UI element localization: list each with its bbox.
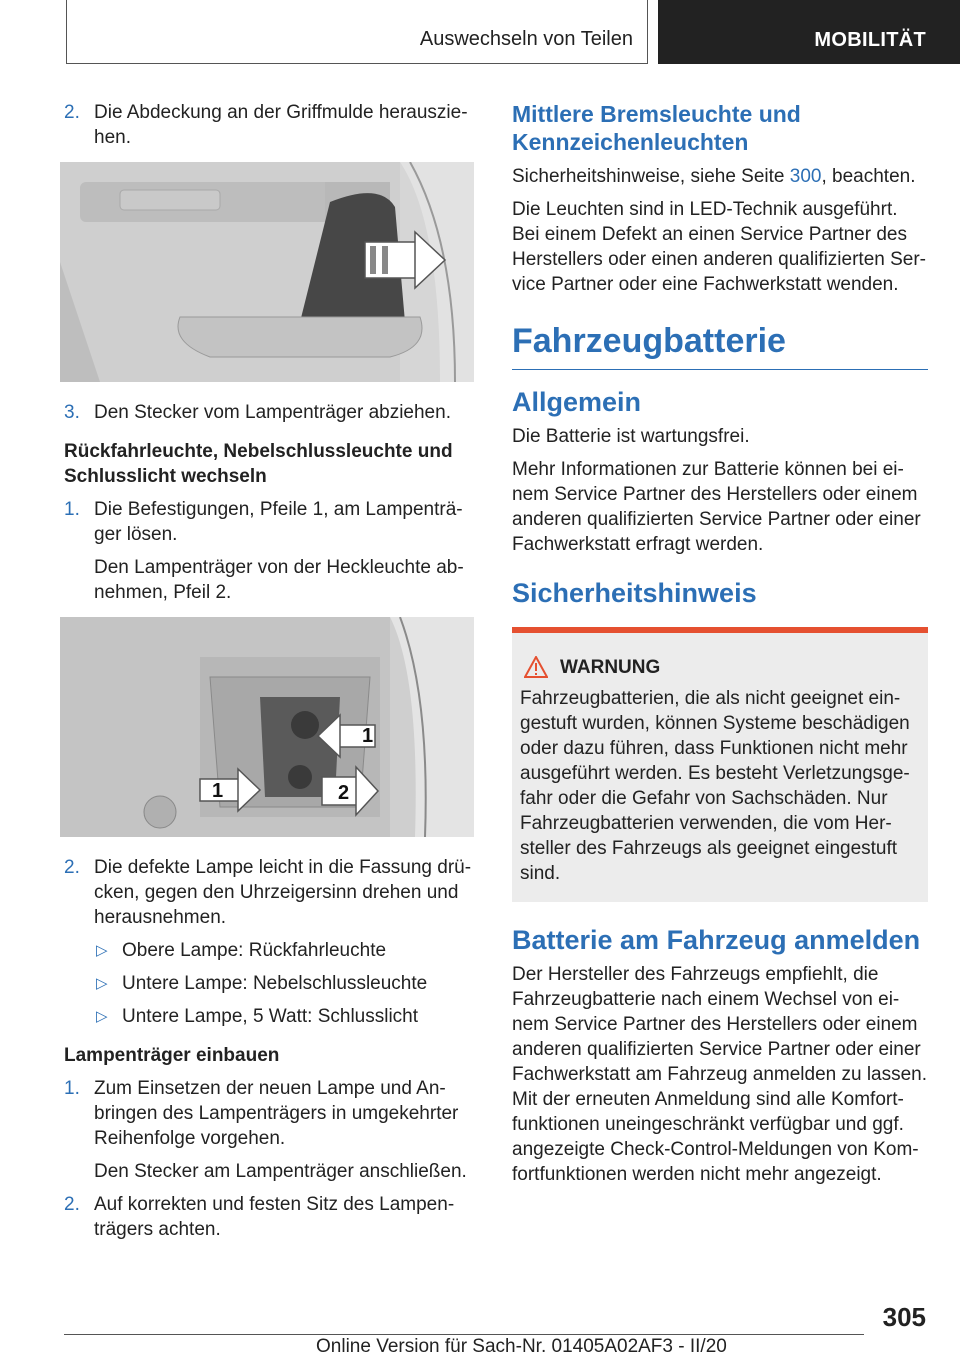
- footer-divider: [64, 1334, 864, 1335]
- section-heading-battery: Fahrzeugbatterie: [512, 321, 928, 370]
- figure-handle-cover: [60, 162, 474, 382]
- step-item: [64, 855, 478, 930]
- heading-safety: Sicherheitshinweis: [512, 578, 757, 608]
- heading-general: Allgemein: [512, 387, 642, 417]
- chapter-tab: [658, 0, 960, 64]
- step-text: Auf korrekten und festen Sitz des Lampen-trägers achten.: [94, 1194, 455, 1240]
- section-title: Auswechseln von Teilen: [419, 28, 633, 50]
- footer-online-version: Online Version für Sach-Nr. 01405A02AF3 - II/20: [316, 1336, 727, 1357]
- step-text: Die Befestigungen, Pfeile 1, am Lampenträ-ger lösen.: [94, 499, 463, 545]
- arrow-label: 1: [362, 725, 374, 747]
- warning-title: [520, 655, 918, 680]
- step-item: [64, 1192, 478, 1242]
- bullet-item: [64, 971, 478, 996]
- triangle-bullet-icon: ▷: [96, 975, 108, 992]
- triangle-bullet-icon: ▷: [96, 942, 108, 959]
- figure-lamp-carrier: [60, 617, 474, 837]
- step-continuation: Den Stecker am Lampenträger anschließen.: [94, 1161, 467, 1182]
- subheading-install: Lampenträger einbauen: [64, 1045, 280, 1066]
- arrow-label: 1: [212, 780, 224, 802]
- general-paragraph-2: Mehr Informationen zur Batterie können bei ei-nem Service Partner des Herstellers oder einem anderen qualifizierten Service Partner oder einer Fachwerkstatt erfragt werden.: [512, 459, 921, 555]
- step-number: 1.: [64, 1078, 80, 1099]
- lamp-carrier-illustration: [60, 617, 474, 837]
- step-number: 3.: [64, 402, 80, 423]
- safety-ref-text: Sicherheitshinweise, siehe Seite: [512, 166, 790, 187]
- step-text: Die defekte Lampe leicht in die Fassung drü-cken, gegen den Uhrzeigersinn drehen und herausnehmen.: [94, 857, 472, 928]
- left-column: [64, 100, 478, 1250]
- bullet-item: [64, 1004, 478, 1029]
- step-number: 2.: [64, 102, 80, 123]
- handle-cover-illustration: [60, 162, 474, 382]
- subheading-replace: Rückfahrleuchte, Nebelschlussleuchte und Schlusslicht wechseln: [64, 441, 453, 487]
- register-paragraph: Der Hersteller des Fahrzeugs empfiehlt, die Fahrzeugbatterie nach einem Wechsel von ei-nem Service Partner des Herstellers oder einem anderen qualifizierten Service Partner oder einer Fachwerkstatt am Fahrzeug anmelden zu lassen. Mit der erneuten Anmeldung sind alle Komfort-funktionen uneingeschränkt verfügbar und ggf. angezeigte Check-Control-Meldungen von Kom-fortfunktionen werden nicht mehr angezeigt.: [512, 964, 928, 1185]
- step-number: 1.: [64, 499, 80, 520]
- right-column: [512, 100, 928, 1195]
- warning-box: [512, 627, 928, 902]
- heading-register-battery: Batterie am Fahrzeug anmelden: [512, 925, 921, 955]
- section-title-box: [66, 0, 648, 64]
- general-paragraph-1: Die Batterie ist wartungsfrei.: [512, 426, 750, 447]
- step-item: [64, 100, 478, 150]
- bullet-text: Obere Lampe: Rückfahrleuchte: [122, 940, 387, 961]
- bullet-item: [64, 938, 478, 963]
- step-text: Den Stecker vom Lampenträger abziehen.: [94, 402, 451, 423]
- bullet-text: Untere Lampe, 5 Watt: Schlusslicht: [122, 1006, 419, 1027]
- chapter-title: MOBILITÄT: [814, 29, 926, 51]
- step-text: Die Abdeckung an der Griffmulde herauszie-hen.: [94, 102, 468, 148]
- step-continuation: Den Lampenträger von der Heckleuchte ab-nehmen, Pfeil 2.: [94, 557, 464, 603]
- page-number: 305: [882, 1302, 926, 1332]
- warning-label: WARNUNG: [560, 657, 661, 678]
- warning-text: Fahrzeugbatterien, die als nicht geeignet ein-gestuft wurden, können Systeme beschädigen oder dazu führen, dass Funktionen nicht mehr ausgeführt werden. Es besteht Verletzungsge-fahr oder die Gefahr von Sachschäden. Nur Fahrzeugbatterien verwenden, die vom Her-steller des Fahrzeugs als geeignet eingestuft sind.: [520, 688, 910, 884]
- safety-ref-suffix: , beachten.: [821, 166, 916, 187]
- step-item: [64, 497, 478, 547]
- arrow-label: 2: [338, 782, 350, 804]
- step-item: [64, 1076, 478, 1151]
- led-paragraph: Die Leuchten sind in LED-Technik ausgeführt. Bei einem Defekt an einen Service Partner des Herstellers oder einen anderen qualifizierten Ser-vice Partner oder eine Fachwerkstatt wenden.: [512, 199, 927, 295]
- heading-brake-lights: Mittlere Bremsleuchte und Kennzeichenleuchten: [512, 101, 801, 155]
- step-text: Zum Einsetzen der neuen Lampe und An-bringen des Lampenträgers in umgekehrter Reihenfolge vorgehen.: [94, 1078, 459, 1149]
- page-header: [0, 0, 960, 66]
- page-link[interactable]: 300: [789, 166, 822, 187]
- step-number: 2.: [64, 1194, 80, 1215]
- step-item: [64, 400, 478, 425]
- bullet-text: Untere Lampe: Nebelschlussleuchte: [122, 973, 428, 994]
- step-number: 2.: [64, 857, 80, 878]
- triangle-bullet-icon: ▷: [96, 1008, 108, 1025]
- warning-triangle-icon: [524, 656, 548, 678]
- safety-reference: [512, 164, 928, 189]
